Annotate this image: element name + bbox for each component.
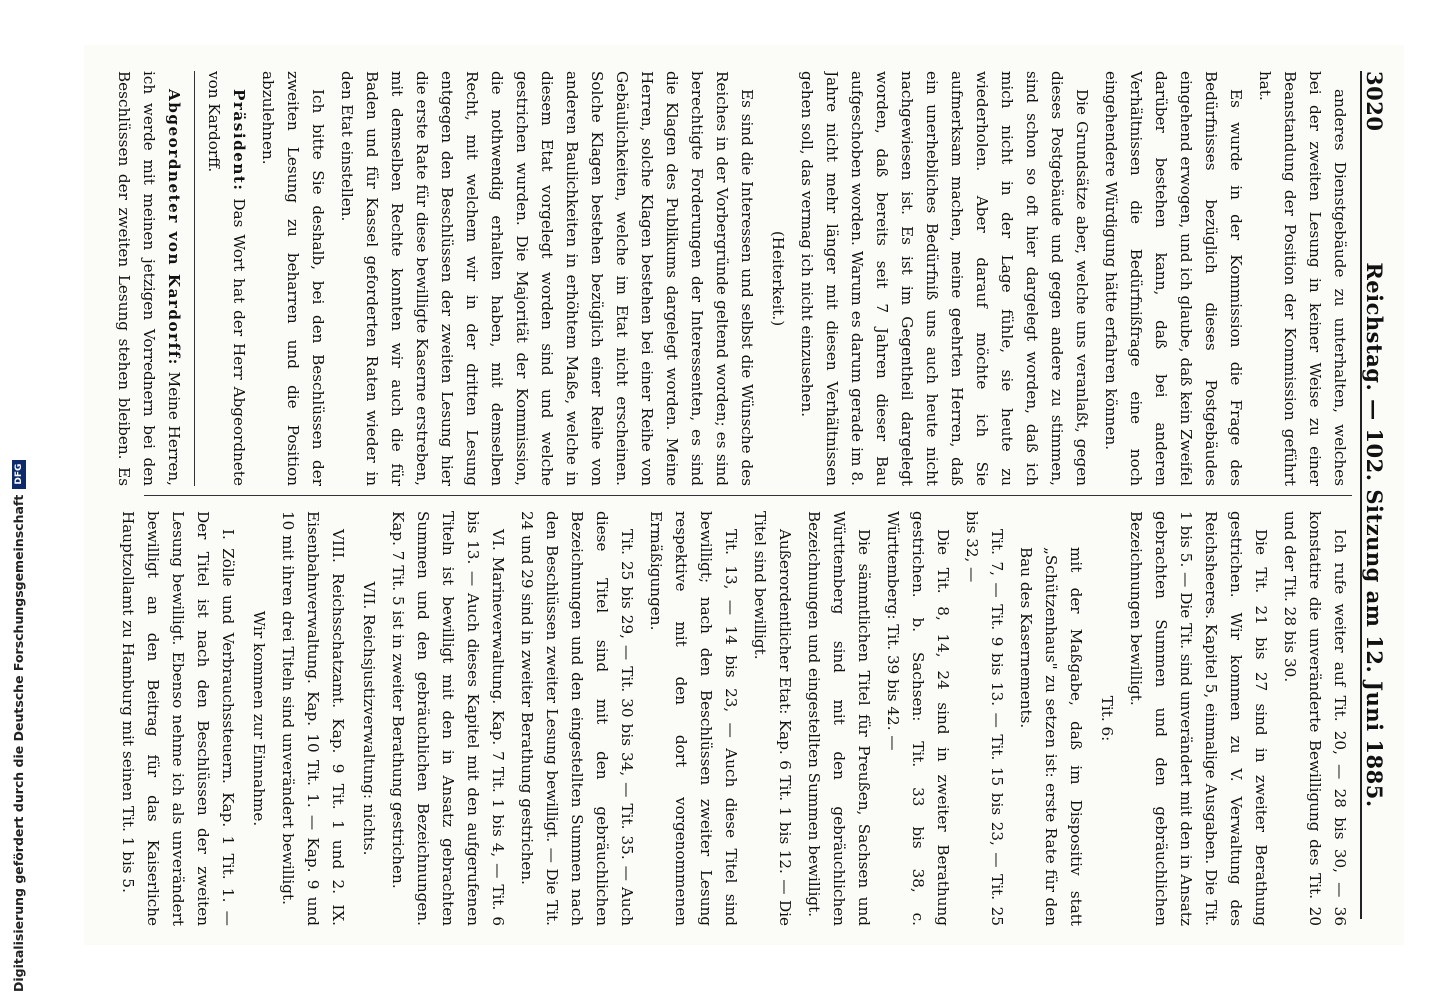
scanned-page — [84, 45, 1404, 945]
left-column — [108, 71, 1352, 486]
right-column — [108, 511, 1352, 926]
section-rule — [194, 71, 195, 486]
column-divider — [144, 495, 1352, 496]
paragraph: mit der Maßgabe, daß im Dispositiv statt „Schützenhaus" zu setzen ist: erste Rate für den Bau des Kasernements. — [1017, 547, 1085, 926]
speech-text: Meine Herren, ich werde mit meinen jetzigen Vorrednern bei den Beschlüssen der zweiten Lesung stehen bleiben. Es — [115, 71, 183, 486]
bracket-note: (Heiterkeit.) — [769, 230, 787, 327]
paragraph: Die sämmtlichen Titel für Preußen, Sachsen und Württemberg sind mit den gebräuchlichen Bezeichnungen und eingestellten Summen bewilligt. — [805, 511, 873, 926]
running-title: Reichstag. — 102. Sitzung am 12. Juni 1885. — [1362, 262, 1387, 808]
item-heading: Tit. 6: — [1098, 695, 1116, 742]
digitization-credit — [0, 0, 32, 1000]
section-heading: Wir kommen zur Einnahme. — [250, 610, 268, 827]
paragraph: Die Tit. 21 bis 27 sind in zweiter Berathung gestrichen. Wir kommen zu V. Verwaltung des Reichsheeres. Kapitel 5, einmalige Ausgaben. Die Tit. 1 bis 5. — Die Tit. sind unverändert mit den in Ansatz gebrachten Summen und den gebräuchlichen Bezeichnungen bewilligt. — [1127, 511, 1270, 926]
credit-text: Digitalisierung gefördert durch die Deutsche Forschungsgemeinschaft — [11, 494, 26, 992]
paragraph: Tit. 13, — 14 bis 23, — Auch diese Titel sind bewilligt; nach den Beschlüssen zweiter Lesung respektive mit den dort vorgenommenen Ermäßigungen. — [647, 511, 740, 926]
page-header — [1360, 71, 1396, 919]
paragraph: VI. Marineverwaltung. Kap. 7 Tit. 1 bis 4, — Tit. 6 bis 13. — Auch dieses Kapitel mit den aufgerufenen Titeln ist bewilligt mit den in Ansatz gebrachten Summen und den gebräuchlichen Bezeichnungen. Kap. 7 Tit. 5 ist in zweiter Berathung gestrichen. — [389, 511, 507, 926]
page-number: 3020 — [1362, 71, 1387, 132]
speech — [108, 71, 186, 486]
paragraph: Es wurde in der Kommission die Frage des Bedürfnisses bezüglich dieses Postgebäudes eingehend erwogen, und ich glaube, daß kein Zweifel darüber bestehen kann, daß bei anderen Verhältnissen die Bedürfnißfrage eine noch eingehendere Würdigung hätte erfahren können. — [1102, 71, 1245, 486]
paragraph — [108, 511, 111, 926]
speaker-name: Abgeordneter von Kardorff: — [165, 89, 183, 366]
speech-text: Das Wort hat der Herr Abgeordnete von Kardorff. — [205, 71, 248, 486]
paragraph: Tit. 7, — Tit. 9 bis 13. — Tit. 15 bis 23, — Tit. 25 bis 32, — — [963, 511, 1006, 926]
paragraph: Tit. 25 bis 29, — Tit. 30 bis 34, — Tit. 35. — Auch diese Titel sind mit den gebräuchlichen Bezeichnungen und den eingestellten Summen nach den Beschlüssen zweiter Lesung bewilligt. — Die Tit. 24 und 29 sind in zweiter Berathung gestrichen. — [518, 511, 636, 926]
speaker-name: Präsident: — [230, 89, 248, 192]
paragraph: anderes Dienstgebäude zu unterhalten, welches bei der zweiten Lesung in keiner Weise zu einer Beanstandung der Position der Kommission geführt hat. — [1256, 71, 1349, 486]
paragraph: Die Tit. 8, 14, 24 sind in zweiter Berathung gestrichen. b. Sachsen: Tit. 33 bis 38, c. Württemberg: Tit. 39 bis 42. — — [884, 511, 952, 926]
paragraph: Die Grundsätze aber, welche uns veranlaßt, gegen dieses Postgebäude und gegen andere zu stimmen, sind schon so oft hier dargelegt worden, daß ich mich nicht in der Lage fühle, sie heute zu wiederholen. Aber darauf möchte ich Sie aufmerksam machen, meine geehrten Herren, daß ein unerhebliches Bedürfniß uns auch heute nicht nachgewiesen ist. Es ist im Gegentheil dargelegt worden, daß bereits seit 7 Jahren dieser Bau aufgeschoben worden. Warum es darum gerade im 8. Jahre nicht mehr länger mit diesen Verhältnissen gehen soll, das vermag ich nicht einzusehen. — [798, 71, 1091, 486]
paragraph: Ich bitte Sie deshalb, bei den Beschlüssen der zweiten Lesung zu beharren und die Position abzulehnen. — [259, 71, 327, 486]
item-heading: VII. Reichsjustizverwaltung: nichts. — [360, 581, 378, 856]
paragraph: Ich rufe weiter auf Tit. 20, — 28 bis 30, — 36 konstatire die unveränderte Bewilligung des Tit. 20 und der Tit. 28 bis 30. — [1281, 511, 1349, 926]
dfg-logo: DFG — [12, 460, 26, 489]
paragraph: Außerordentlicher Etat: Kap. 6 Tit. 1 bis 12. — Die Titel sind bewilligt. — [751, 511, 794, 926]
speech — [201, 71, 251, 486]
paragraph: Es sind die Interessen und selbst die Wünsche des Reiches in der Vorbergründe geltend worden; es sind berechtigte Forderungen der Interessenten, es sind die Klagen des Publikums dargelegt worden. Meine Herren, solche Klagen bestehen bei einer Reihe von Gebäulichkeiten, welche im Etat nicht erscheinen. Solche Klagen bestehen bezüglich einer Reihe von anderen Baulichkeiten in erhöhtem Maße, welche in diesem Etat vorgelegt worden sind und welche gestrichen wurden. Die Majorität der Kommission, die nothwendig erhalten haben, mit demselben Recht, mit welchem wir in der dritten Lesung entgegen den Beschlüssen der zweiten Lesung hier die erste Rate für diese bewilligte Kaserne erstreben, mit demselben Rechte konnten wir auch die für Baden und für Kassel geforderten Raten wieder in den Etat einstellen. — [338, 71, 756, 486]
paragraph: VIII. Reichsschatzamt. Kap. 9 Tit. 1 und 2. IX. Eisenbahnverwaltung. Kap. 10 Tit. 1. — Kap. 9 und 10 mit ihren drei Titeln sind unverändert bewilligt. — [279, 511, 347, 926]
paragraph: I. Zölle und Verbrauchssteuern. Kap. 1 Tit. 1. — Der Titel ist nach den Beschlüssen der zweiten Lesung bewilligt. Ebenso nehme ich als unverändert bewilligt an den Beitrag für das Kaiserliche Hauptzollamt zu Hamburg mit seinen Tit. 1 bis 5. — [119, 511, 237, 926]
